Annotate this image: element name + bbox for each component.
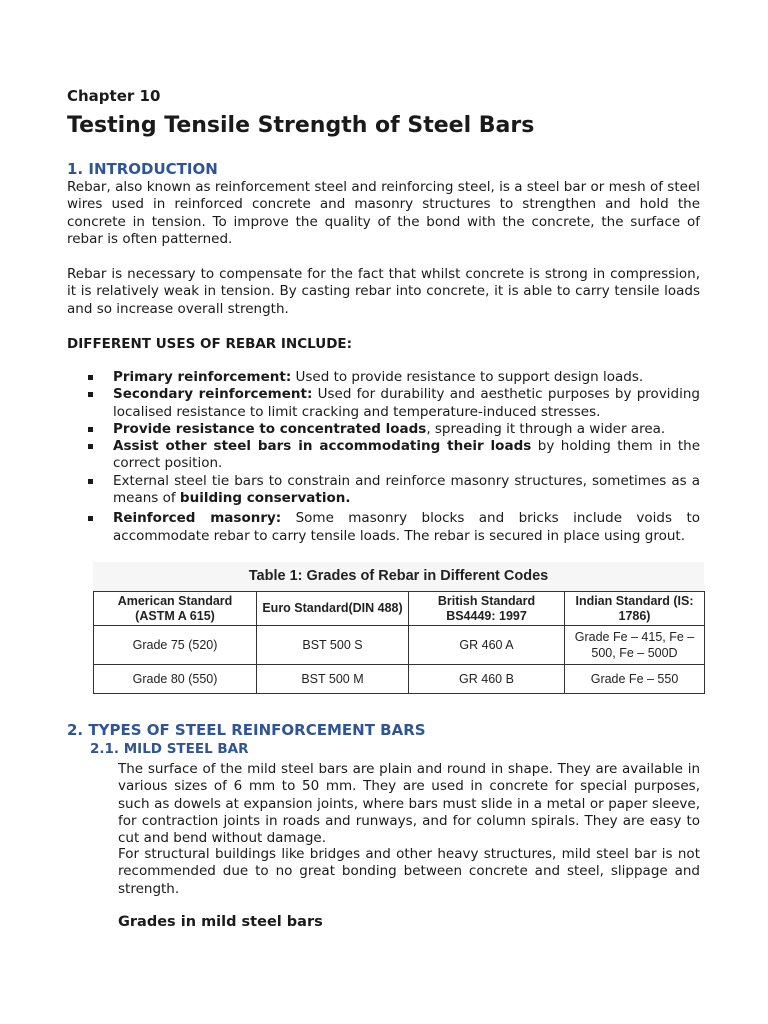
square-bullet-icon	[88, 392, 93, 397]
list-item-text: External steel tie bars to constrain and reinforce masonry structures, sometimes as a means of	[113, 472, 700, 507]
mild-steel-paragraph-1: The surface of the mild steel bars are plain and round in shape. They are available in various sizes of 6 mm to 50 mm. They are used in concrete for special purposes, such as dowels at expansion joints, where bars must slide in a metal or paper sleeve, for contraction joints in roads and runways, and for column spirals. They are easy to cut and bend without damage.	[118, 761, 700, 847]
table-cell: Grade 75 (520)	[94, 626, 257, 665]
list-item	[88, 510, 700, 545]
table-header-cell: British Standard BS4449: 1997	[409, 592, 565, 626]
table-cell: GR 460 B	[409, 665, 565, 694]
list-item-bold: Primary reinforcement:	[113, 369, 292, 385]
grades-table	[93, 591, 705, 694]
table-cell: GR 460 A	[409, 626, 565, 665]
list-item-bold: building conservation.	[179, 490, 351, 507]
grades-table-figure	[93, 562, 704, 694]
list-item-text: by holding them in the correct position.	[113, 438, 701, 472]
square-bullet-icon	[88, 375, 93, 380]
section-heading-introduction: 1. INTRODUCTION	[67, 160, 218, 178]
page-title: Testing Tensile Strength of Steel Bars	[67, 113, 535, 138]
mild-steel-paragraph-2: For structural buildings like bridges and other heavy structures, mild steel bar is not recommended due to no great bonding between concrete and steel, slippage and strength.	[118, 846, 700, 897]
table-cell: Grade 80 (550)	[94, 665, 257, 694]
square-bullet-icon	[88, 479, 93, 484]
intro-paragraph-2: Rebar is necessary to compensate for the fact that whilst concrete is strong in compression, it is relatively weak in tension. By casting rebar into concrete, it is able to carry tensile loads and so increase overall strength.	[67, 266, 700, 317]
table-header-cell: Indian Standard (IS: 1786)	[565, 592, 705, 626]
list-item	[88, 438, 700, 473]
list-item-bold: Provide resistance to concentrated loads	[113, 420, 427, 437]
list-item-text: , spreading it through a wider area.	[426, 420, 666, 437]
subsection-heading-mild-steel: 2.1. MILD STEEL BAR	[90, 741, 249, 757]
list-item-text: Used for durability and aesthetic purposes by providing localised resistance to limit cracking and temperature-induced stresses.	[113, 386, 700, 420]
table-header-cell: American Standard (ASTM A 615)	[94, 592, 257, 626]
uses-heading: DIFFERENT USES OF REBAR INCLUDE:	[67, 336, 353, 352]
list-item	[88, 421, 700, 438]
list-item	[88, 386, 700, 421]
list-item-bold: Assist other steel bars in accommodating their loads	[113, 438, 532, 455]
table-header-row	[94, 592, 705, 626]
grades-subheading: Grades in mild steel bars	[118, 914, 323, 930]
table-cell: Grade Fe – 550	[565, 665, 705, 694]
list-item-text: Used to provide resistance to support design loads.	[291, 369, 644, 385]
list-item-bold: Secondary reinforcement:	[113, 386, 313, 403]
table-cell: BST 500 S	[257, 626, 409, 665]
list-item	[88, 369, 700, 386]
square-bullet-icon	[88, 516, 93, 521]
list-item-bold: Reinforced masonry:	[113, 510, 282, 527]
table-row	[94, 626, 705, 665]
chapter-label: Chapter 10	[67, 87, 161, 105]
square-bullet-icon	[88, 427, 93, 432]
section-heading-types: 2. TYPES OF STEEL REINFORCEMENT BARS	[67, 721, 426, 739]
table-header-cell: Euro Standard(DIN 488)	[257, 592, 409, 626]
table-caption: Table 1: Grades of Rebar in Different Codes	[248, 568, 549, 584]
list-item	[88, 473, 700, 508]
intro-paragraph-1: Rebar, also known as reinforcement steel and reinforcing steel, is a steel bar or mesh of steel wires used in reinforced concrete and masonry structures to strengthen and hold the concrete in tension. To improve the quality of the bond with the concrete, the surface of rebar is often patterned.	[67, 179, 700, 247]
table-row	[94, 665, 705, 694]
uses-list	[88, 369, 700, 545]
list-item-text: Some masonry blocks and bricks include voids to accommodate rebar to carry tensile loads. The rebar is secured in place using grout.	[113, 510, 700, 544]
table-cell: Grade Fe – 415, Fe – 500, Fe – 500D	[565, 626, 705, 665]
table-cell: BST 500 M	[257, 665, 409, 694]
square-bullet-icon	[88, 444, 93, 449]
